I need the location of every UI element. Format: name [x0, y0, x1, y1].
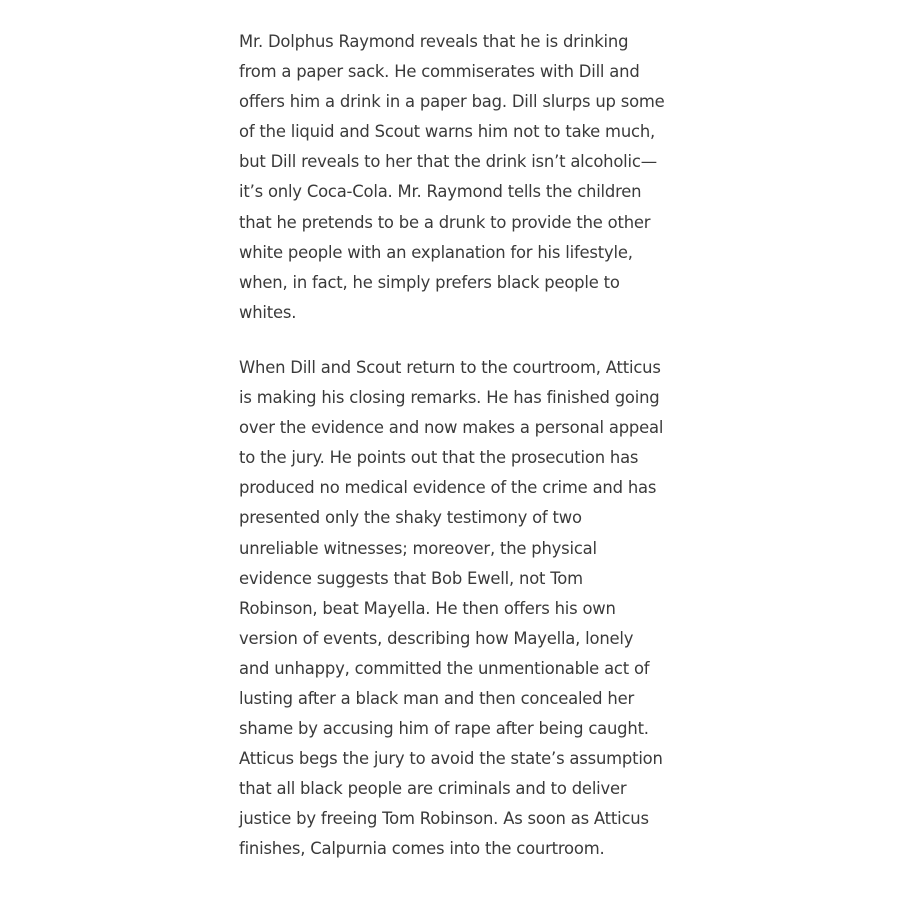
text-line: offers him a drink in a paper bag. Dill slurps up some: [239, 92, 665, 112]
text-line: that he pretends to be a drunk to provide the other: [239, 212, 651, 232]
paragraph-1: [239, 27, 663, 328]
text-line: evidence suggests that Bob Ewell, not Tom: [239, 568, 583, 588]
text-line: but Dill reveals to her that the drink isn’t alcoholic—: [239, 152, 657, 172]
text-line: whites.: [239, 302, 297, 322]
text-line: to the jury. He points out that the prosecution has: [239, 448, 639, 468]
text-line: that all black people are criminals and to deliver: [239, 779, 627, 799]
text-line: version of events, describing how Mayella, lonely: [239, 628, 634, 648]
text-line: of the liquid and Scout warns him not to take much,: [239, 122, 656, 142]
text-line: Robinson, beat Mayella. He then offers his own: [239, 598, 616, 618]
text-line: Atticus begs the jury to avoid the state’s assumption: [239, 749, 663, 769]
text-line: lusting after a black man and then concealed her: [239, 688, 635, 708]
text-line: unreliable witnesses; moreover, the physical: [239, 538, 597, 558]
article-body: [239, 27, 663, 890]
text-line: and unhappy, committed the unmentionable act of: [239, 658, 650, 678]
text-line: over the evidence and now makes a personal appeal: [239, 418, 664, 438]
text-line: white people with an explanation for his lifestyle,: [239, 242, 633, 262]
text-line: When Dill and Scout return to the courtroom, Atticus: [239, 357, 661, 377]
text-line: produced no medical evidence of the crime and has: [239, 478, 657, 498]
text-line: it’s only Coca-Cola. Mr. Raymond tells the children: [239, 182, 642, 202]
text-line: is making his closing remarks. He has finished going: [239, 388, 660, 408]
text-line: shame by accusing him of rape after being caught.: [239, 719, 649, 739]
text-line: presented only the shaky testimony of two: [239, 508, 582, 528]
paragraph-2: [239, 353, 663, 865]
text-line: justice by freeing Tom Robinson. As soon as Atticus: [239, 809, 649, 829]
text-line: Mr. Dolphus Raymond reveals that he is drinking: [239, 32, 629, 51]
text-line: from a paper sack. He commiserates with Dill and: [239, 62, 640, 82]
text-line: finishes, Calpurnia comes into the courtroom.: [239, 839, 605, 859]
text-line: when, in fact, he simply prefers black people to: [239, 272, 620, 292]
